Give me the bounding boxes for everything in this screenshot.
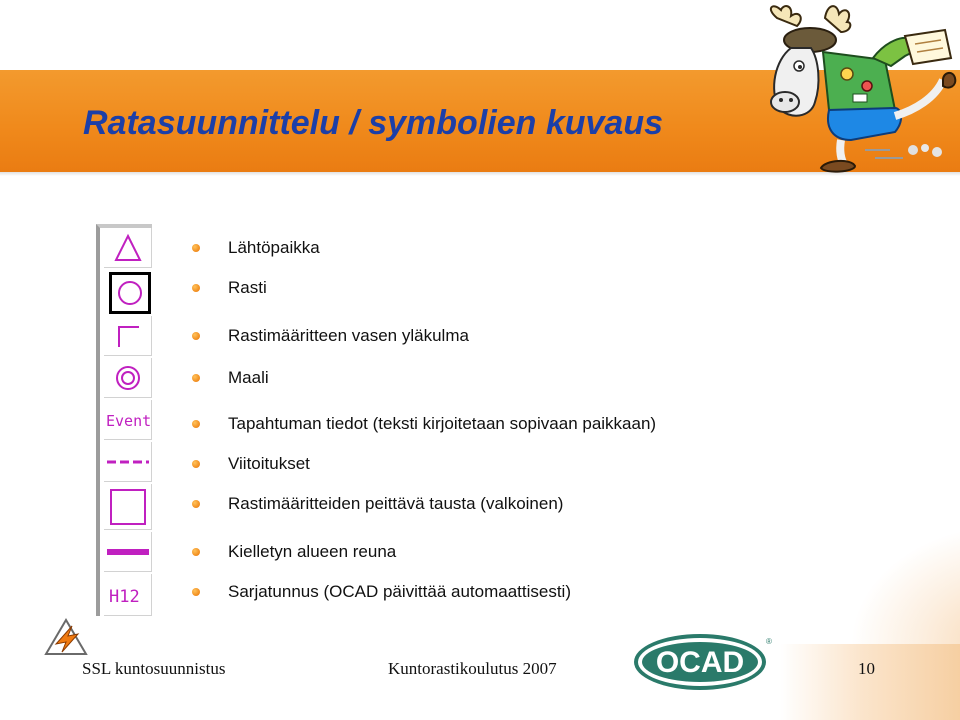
list-item-text: Tapahtuman tiedot (teksti kirjoitetaan sopivaan paikkaan) — [228, 414, 657, 433]
start-triangle-icon — [113, 233, 143, 263]
svg-text:OCAD: OCAD — [655, 646, 745, 679]
list-item — [192, 324, 469, 348]
list-item-text: Sarjatunnus (OCAD päivittää automaattisesti) — [228, 582, 571, 601]
bullet-icon — [192, 588, 200, 596]
svg-text:Event: Event — [105, 411, 151, 430]
list-item-text: Rastimääritteiden peittävä tausta (valkoinen) — [228, 494, 564, 513]
ocad-logo-icon — [632, 632, 774, 692]
description-corner-icon — [113, 321, 143, 351]
page-number-background — [780, 644, 960, 720]
bullet-icon — [192, 284, 200, 292]
list-item-text: Kielletyn alueen reuna — [228, 542, 397, 561]
slide-title: Ratasuunnittelu / symbolien kuvaus — [83, 104, 664, 142]
marked-route-dashed-icon — [105, 447, 151, 477]
bullet-icon — [192, 420, 200, 428]
course-code-text-icon — [105, 580, 151, 610]
list-item-text: Viitoitukset — [228, 454, 310, 473]
list-item-text: Rasti — [228, 278, 267, 297]
list-item-text: Maali — [228, 368, 269, 387]
control-circle-icon — [115, 278, 145, 308]
symbol-control[interactable] — [109, 272, 151, 314]
bullet-icon — [192, 374, 200, 382]
list-item — [192, 540, 396, 564]
footer-organization: SSL kuntosuunnistus — [82, 659, 226, 678]
list-item-text: Lähtöpaikka — [228, 238, 320, 257]
symbol-course-code[interactable] — [104, 574, 152, 616]
list-item — [192, 276, 267, 300]
bullet-icon — [192, 460, 200, 468]
event-text-icon — [105, 405, 151, 435]
symbol-palette — [96, 224, 152, 616]
ssl-logo-icon — [42, 614, 90, 660]
bullet-icon — [192, 244, 200, 252]
list-item — [192, 452, 310, 476]
list-item — [192, 492, 563, 516]
list-item — [192, 236, 320, 260]
list-item — [192, 366, 269, 390]
white-background-square-icon — [108, 487, 148, 527]
forbidden-boundary-line-icon — [105, 537, 151, 567]
bullet-icon — [192, 332, 200, 340]
svg-text:H12: H12 — [108, 586, 140, 607]
list-item — [192, 412, 656, 436]
bullet-icon — [192, 548, 200, 556]
list-item-text: Rastimääritteen vasen yläkulma — [228, 326, 469, 345]
symbol-start[interactable] — [104, 228, 152, 268]
symbol-event-text[interactable] — [104, 400, 152, 440]
footer-presentation-name: Kuntorastikoulutus 2007 — [388, 659, 557, 678]
svg-text:®: ® — [766, 637, 772, 646]
symbol-marked-route[interactable] — [104, 442, 152, 482]
list-item — [192, 580, 571, 604]
symbol-finish[interactable] — [104, 358, 152, 398]
moose-mascot-illustration — [755, 0, 960, 190]
symbol-forbidden-boundary[interactable] — [104, 532, 152, 572]
finish-double-circle-icon — [113, 363, 143, 393]
bullet-icon — [192, 500, 200, 508]
symbol-description-corner[interactable] — [104, 316, 152, 356]
page-number: 10 — [858, 659, 875, 678]
symbol-white-background[interactable] — [104, 484, 152, 530]
